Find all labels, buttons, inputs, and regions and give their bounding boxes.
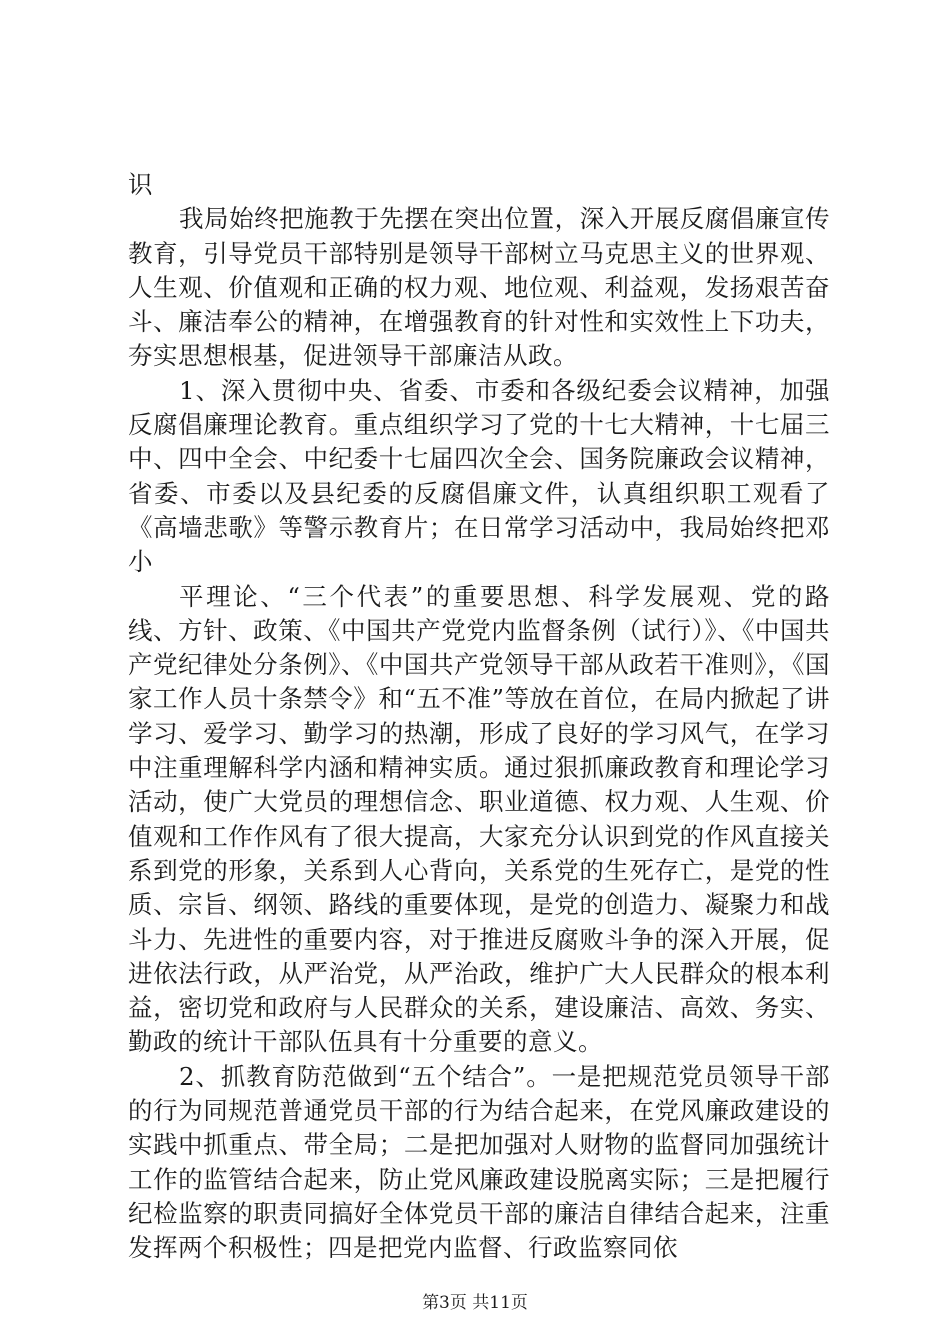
paragraph-point-1-continued: 平理论、“三个代表”的重要思想、科学发展观、党的路线、方针、政策、《中国共产党党内监督条例（试行）》、《中国共产党纪律处分条例》、《中国共产党领导干部从政若干准则》，《国家工作人员十条禁令》和“五不准”等放在首位，在局内掀起了讲学习、爱学习、勤学习的热潮，形成了良好的学习风气，在学习中注重理解科学内涵和精神实质。通过狠抓廉政教育和理论学习活动，使广大党员的理想信念、职业道德、权力观、人生观、价值观和工作作风有了很大提高，大家充分认识到党的作风直接关系到党的形象，关系到人心背向，关系党的生死存亡，是党的性质、宗旨、纲领、路线的重要体现，是党的创造力、凝聚力和战斗力、先进性的重要内容，对于推进反腐败斗争的深入开展，促进依法行政，从严治党，从严治政，维护广大人民群众的根本利益，密切党和政府与人民群众的关系，建设廉洁、高效、务实、勤政的统计干部队伍具有十分重要的意义。 (128, 581, 830, 1057)
page-number-footer: 第3页 共11页 (422, 1293, 528, 1313)
paragraph-intro: 我局始终把施教于先摆在突出位置，深入开展反腐倡廉宣传教育，引导党员干部特别是领导干部树立马克思主义的世界观、人生观、价值观和正确的权力观、地位观、利益观，发扬艰苦奋斗、廉洁奉公的精神，在增强教育的针对性和实效性上下功夫，夯实思想根基，促进领导干部廉洁从政。 (128, 204, 830, 371)
paragraph-point-1: 1、深入贯彻中央、省委、市委和各级纪委会议精神，加强反腐倡廉理论教育。重点组织学习了党的十七大精神，十七届三中、四中全会、中纪委十七届四次全会、国务院廉政会议精神，省委、市委以及县纪委的反腐倡廉文件，认真组织职工观看了《高墙悲歌》等警示教育片；在日常学习活动中，我局始终把邓小 (128, 375, 830, 577)
document-body (128, 168, 830, 1266)
paragraph-point-2: 2、抓教育防范做到“五个结合”。一是把规范党员领导干部的行为同规范普通党员干部的行为结合起来，在党风廉政建设的实践中抓重点、带全局；二是把加强对人财物的监督同加强统计工作的监管结合起来，防止党风廉政建设脱离实际；三是把履行纪检监察的职责同搞好全体党员干部的廉洁自律结合起来，注重发挥两个积极性；四是把党内监督、行政监察同依 (128, 1061, 830, 1263)
lead-fragment: 识 (128, 170, 153, 199)
